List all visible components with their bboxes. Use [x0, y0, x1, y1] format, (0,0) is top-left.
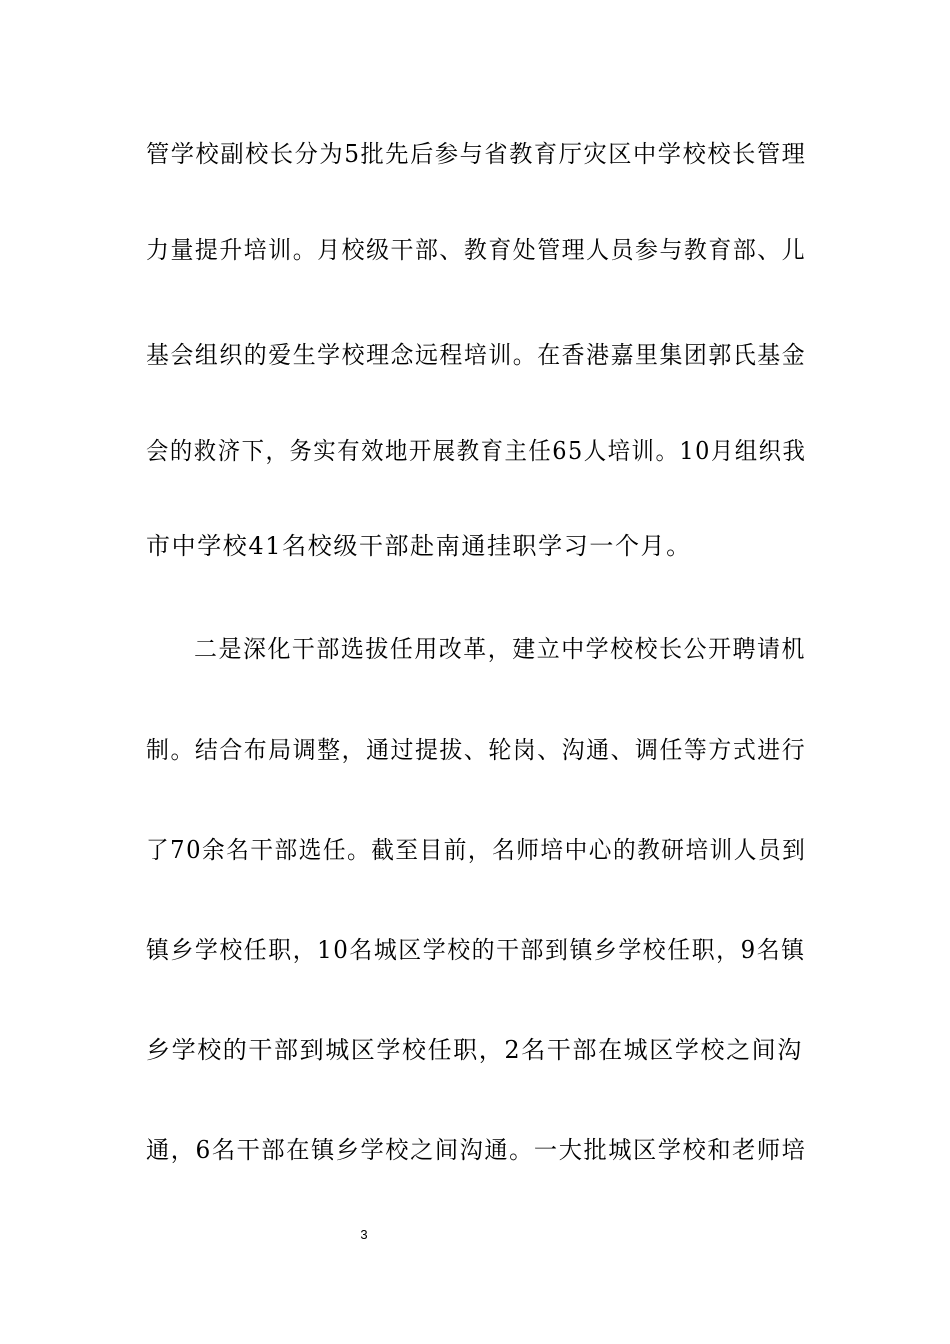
- page-number: 3: [360, 1227, 368, 1242]
- body-text-line: 乡学校的干部到城区学校任职，2名干部在城区学校之间沟: [146, 1036, 803, 1064]
- body-text-line: 基会组织的爱生学校理念远程培训。在香港嘉里集团郭氏基金: [146, 341, 807, 369]
- body-text-line-paragraph-start: 二是深化干部选拔任用改革，建立中学校校长公开聘请机: [194, 635, 806, 663]
- body-text-line: 会的救济下，务实有效地开展教育主任65人培训。10月组织我: [146, 437, 807, 465]
- body-text-line: 管学校副校长分为5批先后参与省教育厅灾区中学校校长管理: [146, 140, 807, 168]
- body-text-line: 镇乡学校任职，10名城区学校的干部到镇乡学校任职，9名镇: [146, 936, 806, 964]
- body-text-line: 市中学校41名校级干部赴南通挂职学习一个月。: [146, 532, 692, 560]
- body-text-line: 制。结合布局调整，通过提拔、轮岗、沟通、调任等方式进行: [146, 736, 807, 764]
- body-text-line: 通，6名干部在镇乡学校之间沟通。一大批城区学校和老师培: [146, 1136, 807, 1164]
- body-text-line: 力量提升培训。月校级干部、教育处管理人员参与教育部、儿: [146, 236, 807, 264]
- body-text-line: 了70余名干部选任。截至目前，名师培中心的教研培训人员到: [146, 836, 807, 864]
